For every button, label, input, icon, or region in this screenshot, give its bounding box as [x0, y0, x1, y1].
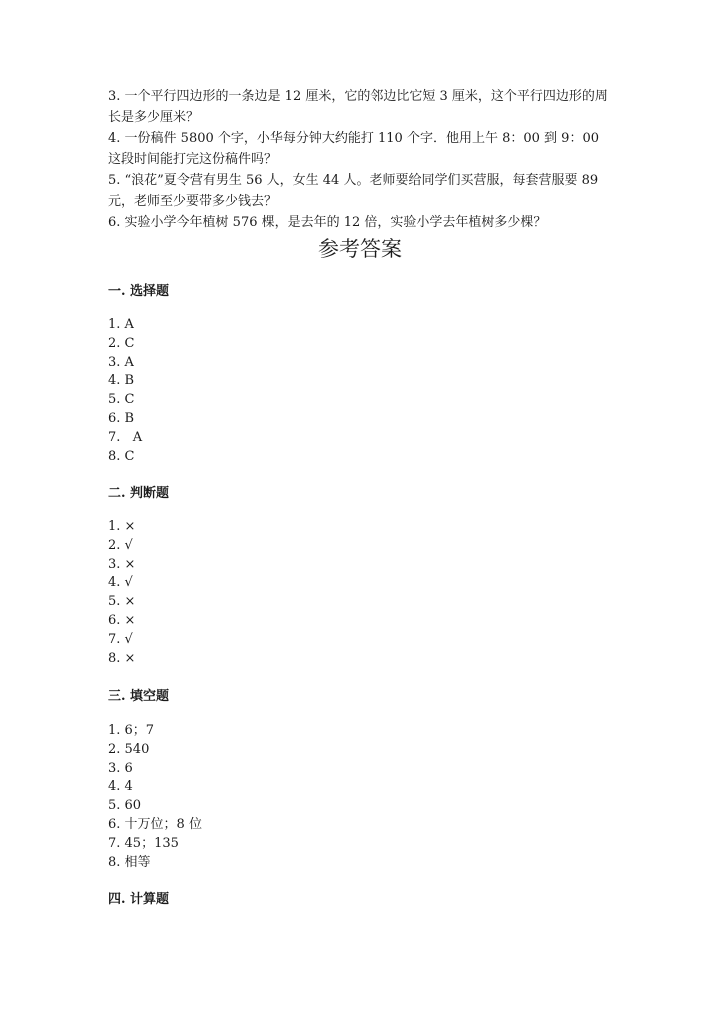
answer-item: 5. 60: [108, 798, 142, 814]
answer-item: 1. ×: [108, 519, 136, 534]
answer-item: 7. 45；135: [108, 835, 179, 851]
answer-item: 3. 6: [108, 760, 133, 776]
answer-key-title: 参考答案: [318, 237, 402, 261]
answer-item: 4. 4: [108, 779, 133, 795]
problem-6: 6. 实验小学今年植树 576 棵，是去年的 12 倍，实验小学去年植树多少棵？: [108, 215, 547, 230]
problem-list: [108, 86, 608, 233]
problem-4: 4. 一份稿件 5800 个字，小华每分钟大约能打 110 个字．他用上午 8：00 到 9：00 这段时间能打完这份稿件吗？: [108, 131, 599, 167]
answer-list-judgement: [108, 518, 135, 668]
answer-item: 8. ×: [108, 650, 136, 666]
answer-item: 4. B: [108, 373, 135, 389]
answer-item: 8. 相等: [108, 854, 151, 870]
section-heading-fill-blank: 三. 填空题: [108, 689, 170, 704]
answer-item: 1. 6；7: [108, 723, 155, 738]
answer-item: 5. C: [108, 392, 135, 408]
answer-list-fill-blank: [108, 722, 202, 872]
answer-item: 7. A: [108, 429, 143, 445]
answer-item: 6. ×: [108, 612, 136, 628]
answer-item: 8. C: [108, 448, 135, 464]
section-heading-judgement: 二. 判断题: [108, 486, 170, 501]
answer-item: 2. C: [108, 335, 135, 351]
answer-item: 3. A: [108, 354, 134, 370]
answer-item: 6. 十万位；8 位: [108, 816, 202, 832]
section-heading-calculation: 四. 计算题: [108, 892, 170, 907]
answer-item: 1. A: [108, 317, 134, 332]
answer-list-choice: [108, 316, 142, 466]
answer-item: 2. 540: [108, 741, 150, 757]
problem-3: 3. 一个平行四边形的一条边是 12 厘米，它的邻边比它短 3 厘米，这个平行四边形的周长是多少厘米？: [108, 89, 608, 125]
answer-item: 2. √: [108, 537, 133, 553]
answer-item: 6. B: [108, 410, 135, 426]
section-heading-choice: 一. 选择题: [108, 284, 170, 299]
problem-5: 5. “浪花”夏令营有男生 56 人，女生 44 人。老师要给同学们买营服，每套营服要 89 元，老师至少要带多少钱去？: [108, 173, 599, 209]
answer-item: 4. √: [108, 575, 133, 591]
answer-item: 3. ×: [108, 556, 136, 572]
answer-item: 7. √: [108, 631, 133, 647]
answer-item: 5. ×: [108, 594, 136, 610]
